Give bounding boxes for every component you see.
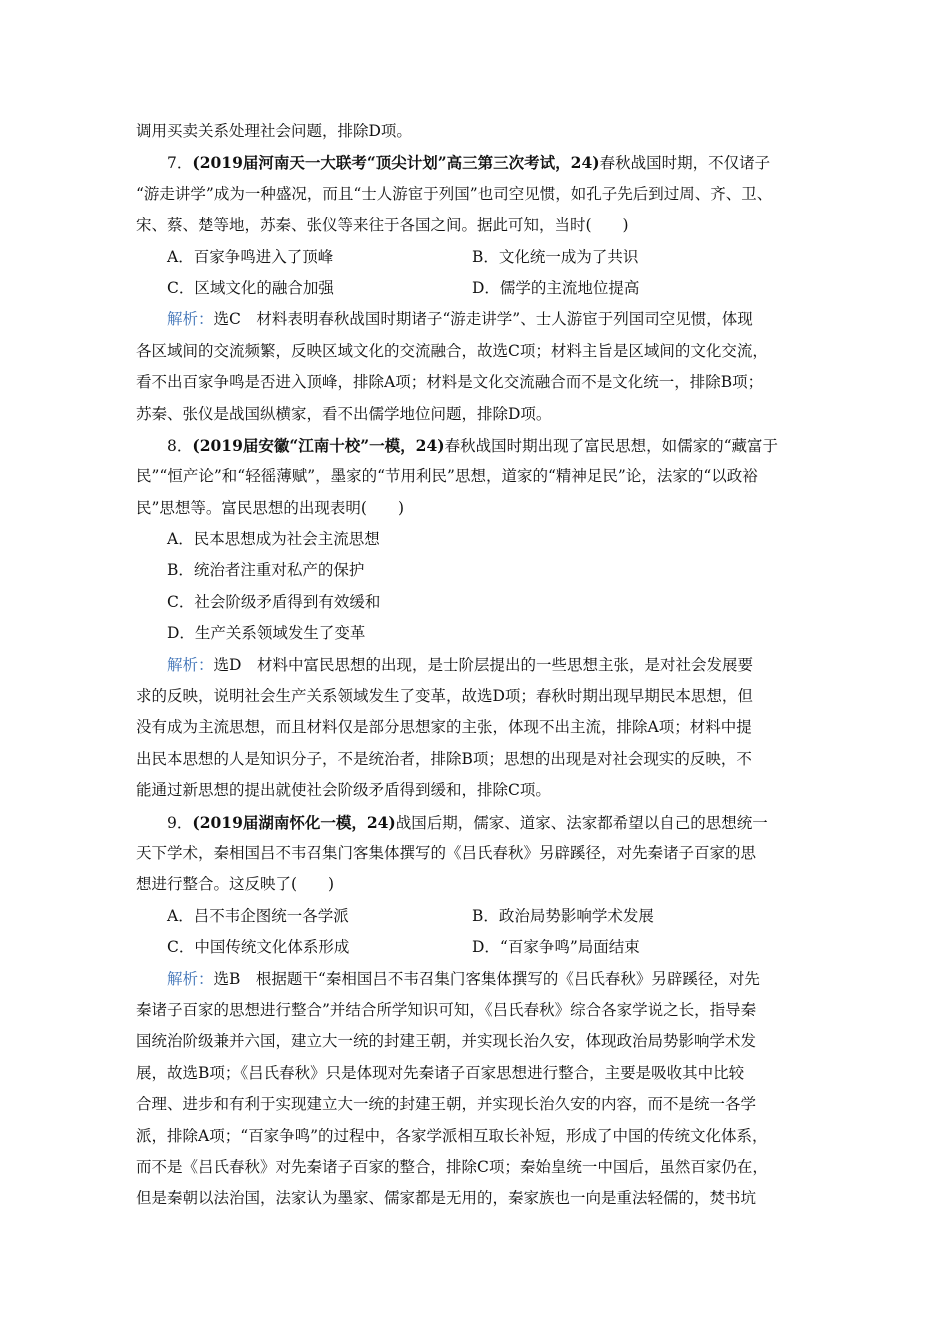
option-row: [136, 932, 826, 963]
line-text: 民”“恒产论”和“轻徭薄赋”，墨家的“节用利民”思想，道家的“精神足民”论，法家的“以政裕: [136, 467, 758, 486]
line-text: 出民本思想的人是知识分子，不是统治者，排除B项；思想的出现是对社会现实的反映，不: [136, 749, 752, 768]
text-line: [136, 179, 826, 210]
text-line: [136, 681, 826, 712]
text-line: [136, 399, 826, 430]
document-body: [136, 116, 826, 1215]
line-text: 没有成为主流思想，而且材料仅是部分思想家的主张，体现不出主流，排除A项；材料中提: [136, 718, 752, 737]
option-line: [136, 524, 826, 555]
text-line: [136, 116, 826, 147]
option-line: [136, 587, 826, 618]
question-source: (2019届河南天一大联考“顶尖计划”高三第三次考试，24): [192, 153, 600, 173]
text-line: [136, 461, 826, 492]
analysis-label: 解析：: [167, 310, 214, 329]
line-text: 看不出百家争鸣是否进入顶峰，排除A项；材料是文化交流融合而不是文化统一，排除B项；: [136, 373, 764, 392]
line-text: 国统治阶级兼并六国，建立大一统的封建王朝，并实现长治久安，体现政治局势影响学术发: [136, 1032, 757, 1051]
option-text: D．儒学的主流地位提高: [472, 278, 640, 297]
line-text: 而不是《吕氏春秋》对先秦诸子百家的整合，排除C项；秦始皇统一中国后，虽然百家仍在，: [136, 1157, 768, 1176]
line-text: 调用买卖关系处理社会问题，排除D项。: [136, 122, 412, 140]
option-text: C．区域文化的融合加强: [167, 278, 334, 297]
text-line: [136, 1121, 826, 1152]
analysis-line: [136, 304, 826, 335]
text-line: [136, 869, 826, 900]
line-text: B．统治者注重对私产的保护: [167, 561, 365, 580]
text-line: [136, 1183, 826, 1214]
option-row: [136, 242, 826, 273]
option-text: A．百家争鸣进入了顶峰: [167, 247, 334, 266]
analysis-line: [136, 964, 826, 995]
analysis-label: 解析：: [167, 655, 214, 674]
line-text: 宋、蔡、楚等地，苏秦、张仪等来往于各国之间。据此可知，当时( ): [136, 216, 629, 235]
analysis-line: [136, 650, 826, 681]
text-line: [136, 1026, 826, 1057]
text-line: [136, 1058, 826, 1089]
option-row: [136, 901, 826, 932]
text-line: [136, 493, 826, 524]
line-text: 天下学术，秦相国吕不韦召集门客集体撰写的《吕氏春秋》另辟蹊径，对先秦诸子百家的思: [136, 843, 757, 862]
question-line: [136, 430, 826, 461]
question-text: 春秋战国时期，不仅诸子: [599, 154, 771, 173]
line-text: 合理、进步和有利于实现建立大一统的封建王朝，并实现长治久安的内容，而不是统一各学: [136, 1095, 757, 1114]
analysis-text: 选D 材料中富民思想的出现，是士阶层提出的一些思想主张，是对社会发展要: [213, 655, 753, 674]
text-line: [136, 210, 826, 241]
line-text: 派，排除A项；“百家争鸣”的过程中，各家学派相互取长补短，形成了中国的传统文化体系，: [136, 1126, 768, 1145]
question-number: 8．: [167, 436, 193, 455]
analysis-text: 选C 材料表明春秋战国时期诸子“游走讲学”、士人游宦于列国司空见惯，体现: [213, 310, 753, 329]
text-line: [136, 712, 826, 743]
line-text: 但是秦朝以法治国，法家认为墨家、儒家都是无用的，秦家族也一向是重法轻儒的，焚书坑: [136, 1189, 757, 1208]
line-text: 想进行整合。这反映了( ): [136, 875, 335, 894]
question-source: (2019届湖南怀化一模，24): [192, 812, 396, 832]
text-line: [136, 1089, 826, 1120]
line-text: A．民本思想成为社会主流思想: [167, 530, 380, 549]
question-source: (2019届安徽“江南十校”一模，24): [192, 435, 445, 455]
line-text: 苏秦、张仪是战国纵横家，看不出儒学地位问题，排除D项。: [136, 404, 552, 423]
text-line: [136, 744, 826, 775]
line-text: 秦诸子百家的思想进行整合”并结合所学知识可知，《吕氏春秋》综合各家学说之长，指导秦: [136, 1000, 757, 1019]
line-text: D．生产关系领域发生了变革: [167, 624, 366, 643]
option-text: D．“百家争鸣”局面结束: [472, 938, 640, 957]
line-text: “游走讲学”成为一种盛况，而且“士人游宦于列国”也司空见惯，如孔子先后到过周、齐、卫、: [136, 184, 773, 203]
question-number: 9．: [167, 813, 193, 832]
line-text: 民”思想等。富民思想的出现表明( ): [136, 498, 405, 517]
text-line: [136, 775, 826, 806]
question-line: [136, 147, 826, 178]
option-text: B．政治局势影响学术发展: [472, 906, 654, 925]
text-line: [136, 1152, 826, 1183]
line-text: 求的反映，说明社会生产关系领域发生了变革，故选D项；春秋时期出现早期民本思想，但: [136, 687, 753, 706]
analysis-label: 解析：: [167, 969, 214, 988]
line-text: 能通过新思想的提出就使社会阶级矛盾得到缓和，排除C项。: [136, 781, 551, 800]
analysis-text: 选B 根据题干“秦相国吕不韦召集门客集体撰写的《吕氏春秋》另辟蹊径，对先: [213, 969, 760, 988]
line-text: C．社会阶级矛盾得到有效缓和: [167, 592, 381, 611]
text-line: [136, 995, 826, 1026]
question-number: 7．: [167, 154, 193, 173]
text-line: [136, 838, 826, 869]
text-line: [136, 336, 826, 367]
question-line: [136, 807, 826, 838]
option-text: A．吕不韦企图统一各学派: [167, 906, 349, 925]
option-text: C．中国传统文化体系形成: [167, 938, 350, 957]
option-line: [136, 555, 826, 586]
option-text: B．文化统一成为了共识: [472, 247, 639, 266]
line-text: 各区域间的交流频繁，反映区域文化的交流融合，故选C项；材料主旨是区域间的文化交流，: [136, 341, 768, 360]
line-text: 展，故选B项；《吕氏春秋》只是体现对先秦诸子百家思想进行整合，主要是吸收其中比较: [136, 1063, 745, 1082]
question-text: 战国后期，儒家、道家、法家都希望以自己的思想统一: [395, 813, 768, 832]
option-row: [136, 273, 826, 304]
text-line: [136, 367, 826, 398]
question-text: 春秋战国时期出现了富民思想，如儒家的“藏富于: [444, 436, 779, 455]
option-line: [136, 618, 826, 649]
